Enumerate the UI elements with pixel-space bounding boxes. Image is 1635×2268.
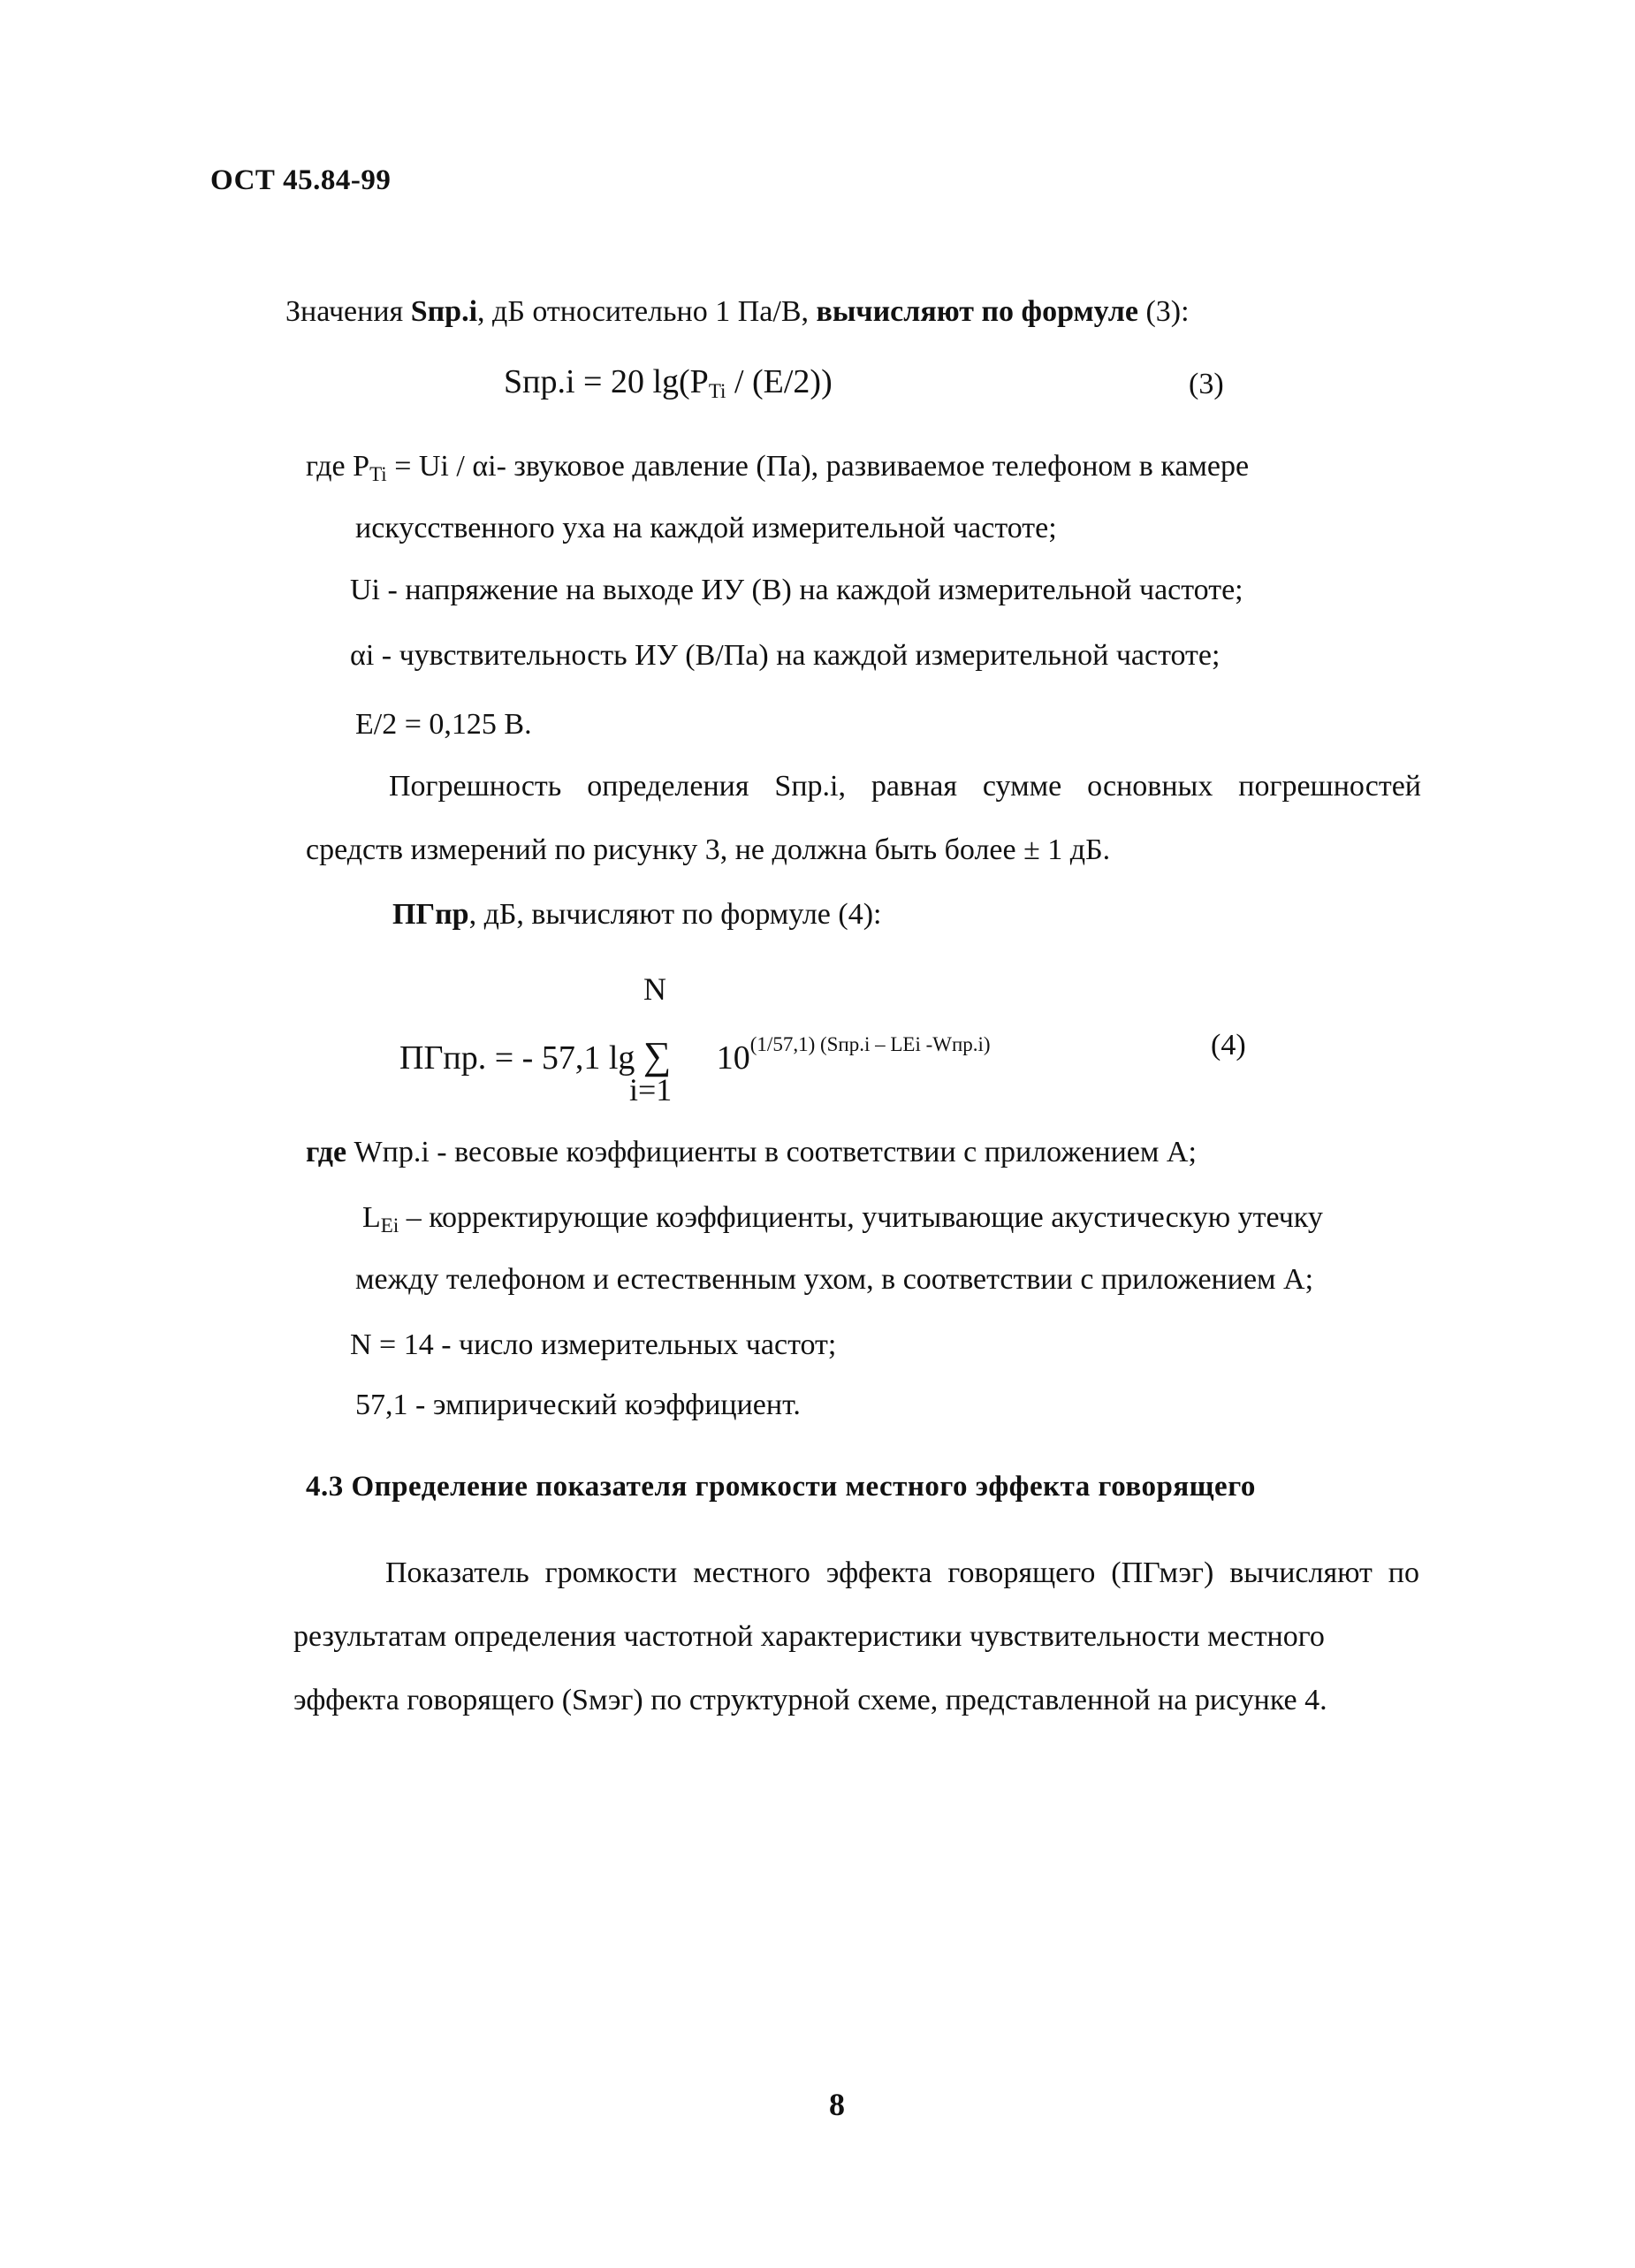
def3-line3: Ui - напряжение на выходе ИУ (В) на каждой измерительной частоте; <box>350 574 1243 606</box>
formula-3 <box>504 362 833 411</box>
def3-line1-sub: Ti <box>369 463 387 485</box>
intro-suffix: (3): <box>1137 295 1190 328</box>
def3-line1 <box>306 449 1249 492</box>
formula-4-intro-text: , дБ, вычисляют по формуле (4): <box>468 898 882 931</box>
formula-3-lhs: Sпр.i = 20 lg(P <box>504 363 709 400</box>
formula-4-upper-limit: N <box>643 971 666 1007</box>
formula-4 <box>399 1025 991 1077</box>
formula-4-exponent: (1/57,1) (Sпр.i – LEi -Wпр.i) <box>749 1033 991 1055</box>
page-number: 8 <box>829 2087 845 2122</box>
def4-line1-bold: где <box>306 1136 347 1168</box>
formula-3-rhs: / (E/2)) <box>726 363 833 400</box>
section-heading: 4.3 Определение показателя громкости местного эффекта говорящего <box>306 1471 1256 1503</box>
def3-line5: E/2 = 0,125 В. <box>355 708 532 741</box>
def4-line3: между телефоном и естественным ухом, в соответствии с приложением А; <box>355 1263 1314 1296</box>
error-paragraph-line1: Погрешность определения Sпр.i, равная сумме основных погрешностей <box>389 770 1421 803</box>
def4-line5: 57,1 - эмпирический коэффициент. <box>355 1389 801 1421</box>
def4-line1 <box>306 1135 1197 1170</box>
section-paragraph-line3: эффекта говорящего (Sмэг) по структурной схеме, представленной на рисунке 4. <box>293 1684 1327 1716</box>
def4-line2-sym: L <box>362 1201 381 1234</box>
def3-line4: αi - чувствительность ИУ (В/Па) на каждой измерительной частоте; <box>350 639 1221 672</box>
formula-4-intro-symbol: ПГпр <box>392 898 469 931</box>
formula-3-number: (3) <box>1189 368 1224 400</box>
formula-4-base: 10 <box>716 1039 750 1077</box>
error-paragraph-line2: средств измерений по рисунку 3, не должна быть более ± 1 дБ. <box>306 833 1111 866</box>
def4-line1-rest: Wпр.i - весовые коэффициенты в соответствии с приложением А; <box>346 1136 1197 1168</box>
def3-line2: искусственного уха на каждой измерительной частоте; <box>355 512 1057 544</box>
def4-line2-rest: – корректирующие коэффициенты, учитывающие акустическую утечку <box>399 1201 1323 1234</box>
def4-line2 <box>362 1200 1323 1244</box>
formula-3-sub: Ti <box>708 380 726 402</box>
document-header: ОСТ 45.84-99 <box>210 164 392 196</box>
formula-4-lower-limit: i=1 <box>629 1072 673 1107</box>
intro-bold-tail: вычисляют по формуле <box>816 295 1138 328</box>
intro-line <box>285 294 1190 330</box>
section-paragraph-line2: результатам определения частотной характеристики чувствительности местного <box>293 1620 1325 1653</box>
def3-line1-prefix: где P <box>306 450 370 483</box>
def4-line4: N = 14 - число измерительных частот; <box>350 1328 837 1361</box>
section-paragraph-line1: Показатель громкости местного эффекта говорящего (ПГмэг) вычисляют по <box>385 1556 1419 1589</box>
intro-symbol: Sпр.i <box>410 295 478 328</box>
formula-4-sigma: ∑ <box>643 1034 672 1077</box>
intro-prefix: Значения <box>285 295 411 328</box>
intro-middle: , дБ относительно 1 Па/В, <box>477 295 817 328</box>
def3-line1-rest: = Ui / αi- звуковое давление (Па), развиваемое телефоном в камере <box>386 450 1250 483</box>
formula-4-lhs: ПГпр. = - 57,1 lg <box>399 1039 635 1077</box>
formula-4-intro <box>392 897 881 932</box>
def4-line2-sub: Ei <box>380 1214 399 1237</box>
formula-4-number: (4) <box>1211 1029 1246 1062</box>
